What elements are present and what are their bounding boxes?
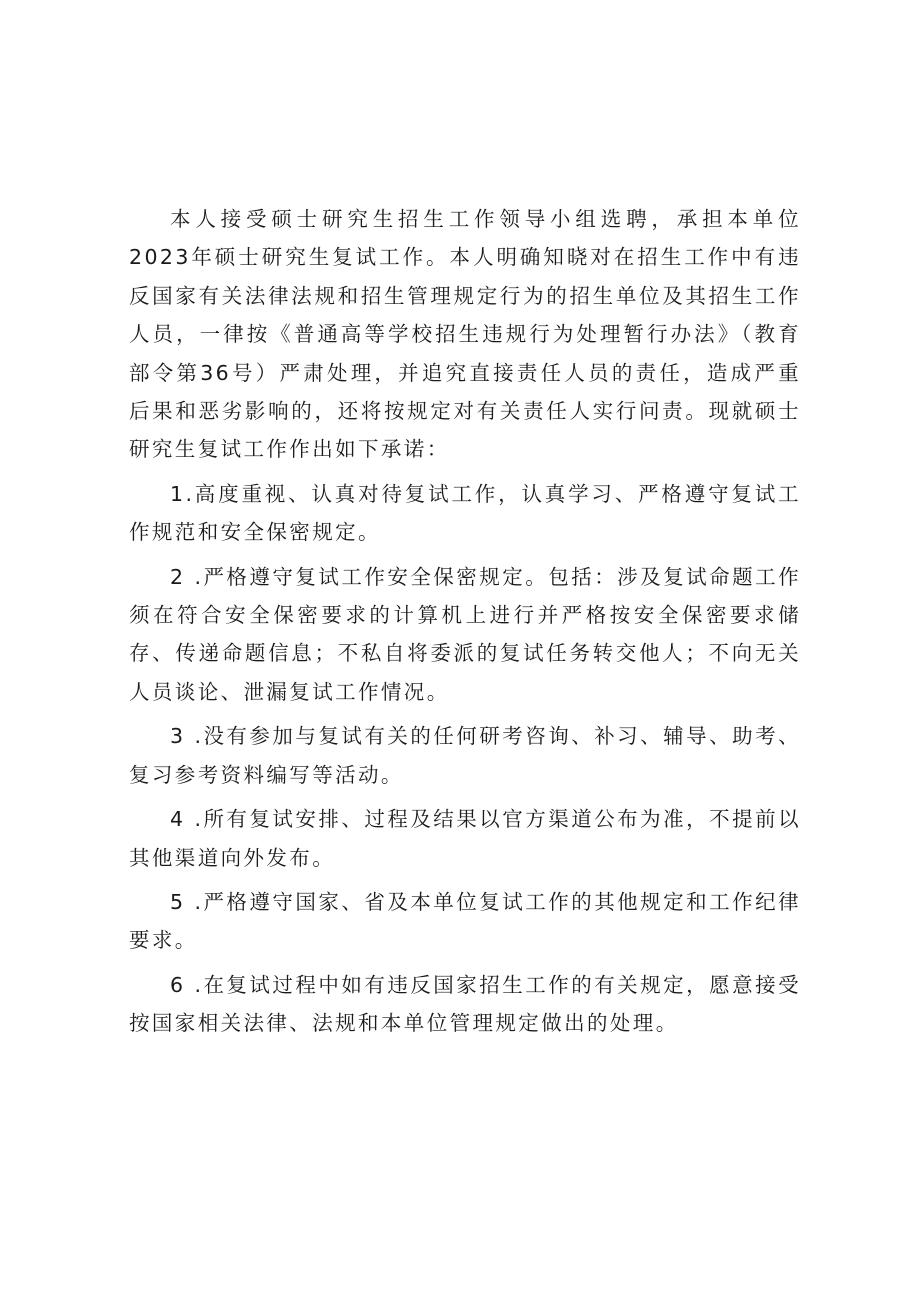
commitment-item-1: 1.高度重视、认真对待复试工作，认真学习、严格遵守复试工作规范和安全保密规定。 xyxy=(129,481,801,545)
commitment-item-3: 3 .没有参加与复试有关的任何研考咨询、补习、辅导、助考、复习参考资料编写等活动。 xyxy=(129,724,801,787)
intro-paragraph: 本人接受硕士研究生招生工作领导小组选聘，承担本单位2023年硕士研究生复试工作。本人明确知晓对在招生工作中有违反国家有关法律法规和招生管理规定行为的招生单位及其招生工作人员，一律按《普通高等学校招生违规行为处理暂行办法》（教育部令第36号）严肃处理，并追究直接责任人员的责任，造成严重后果和恶劣影响的，还将按规定对有关责任人实行问责。现就硕士研究生复试工作作出如下承诺： xyxy=(129,207,801,462)
commitment-item-6: 6 .在复试过程中如有违反国家招生工作的有关规定，愿意接受按国家相关法律、法规和本单位管理规定做出的处理。 xyxy=(129,972,801,1036)
commitment-item-4: 4 .所有复试安排、过程及结果以官方渠道公布为准，不提前以其他渠道向外发布。 xyxy=(129,807,801,870)
commitment-item-2: 2 .严格遵守复试工作安全保密规定。包括：涉及复试命题工作须在符合安全保密要求的计算机上进行并严格按安全保密要求储存、传递命题信息；不私自将委派的复试任务转交他人；不向无关人员谈论、泄漏复试工作情况。 xyxy=(129,564,801,704)
document-body xyxy=(129,200,801,1049)
commitment-item-5: 5 .严格遵守国家、省及本单位复试工作的其他规定和工作纪律要求。 xyxy=(129,889,801,953)
